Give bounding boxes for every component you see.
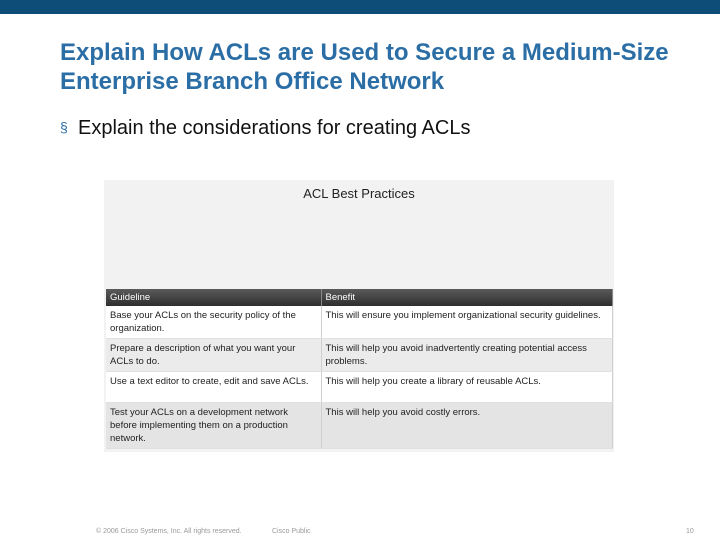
bullet-text: Explain the considerations for creating ACLs (78, 117, 471, 139)
benefit-cell: This will ensure you implement organizational security guidelines. (321, 306, 613, 339)
figure-title: ACL Best Practices (303, 186, 415, 201)
table-header-row (106, 289, 613, 306)
guideline-cell: Base your ACLs on the security policy of the organization. (106, 306, 321, 339)
slide-title: Explain How ACLs are Used to Secure a Medium-Size Enterprise Branch Office Network (60, 39, 669, 95)
top-accent-bar (0, 0, 720, 14)
table-row (106, 372, 613, 403)
bullet-marker-icon: § (60, 119, 68, 135)
column-header-guideline: Guideline (106, 289, 321, 306)
acl-best-practices-figure (104, 180, 614, 452)
guideline-cell: Test your ACLs on a development network before implementing them on a production network. (106, 403, 321, 449)
benefit-cell: This will help you avoid inadvertently creating potential access problems. (321, 339, 613, 372)
guideline-cell: Prepare a description of what you want your ACLs to do. (106, 339, 321, 372)
guideline-cell: Use a text editor to create, edit and save ACLs. (106, 372, 321, 403)
benefit-cell: This will help you avoid costly errors. (321, 403, 613, 449)
bullet-item (60, 114, 700, 141)
footer-copyright: © 2006 Cisco Systems, Inc. All rights reserved. (96, 528, 242, 535)
table-row (106, 403, 613, 449)
footer-page-number: 10 (686, 528, 694, 535)
benefit-cell: This will help you create a library of reusable ACLs. (321, 372, 613, 403)
table-row (106, 339, 613, 372)
footer-classification: Cisco Public (272, 528, 311, 535)
best-practices-table (106, 289, 613, 449)
column-header-benefit: Benefit (321, 289, 613, 306)
table-row (106, 306, 613, 339)
